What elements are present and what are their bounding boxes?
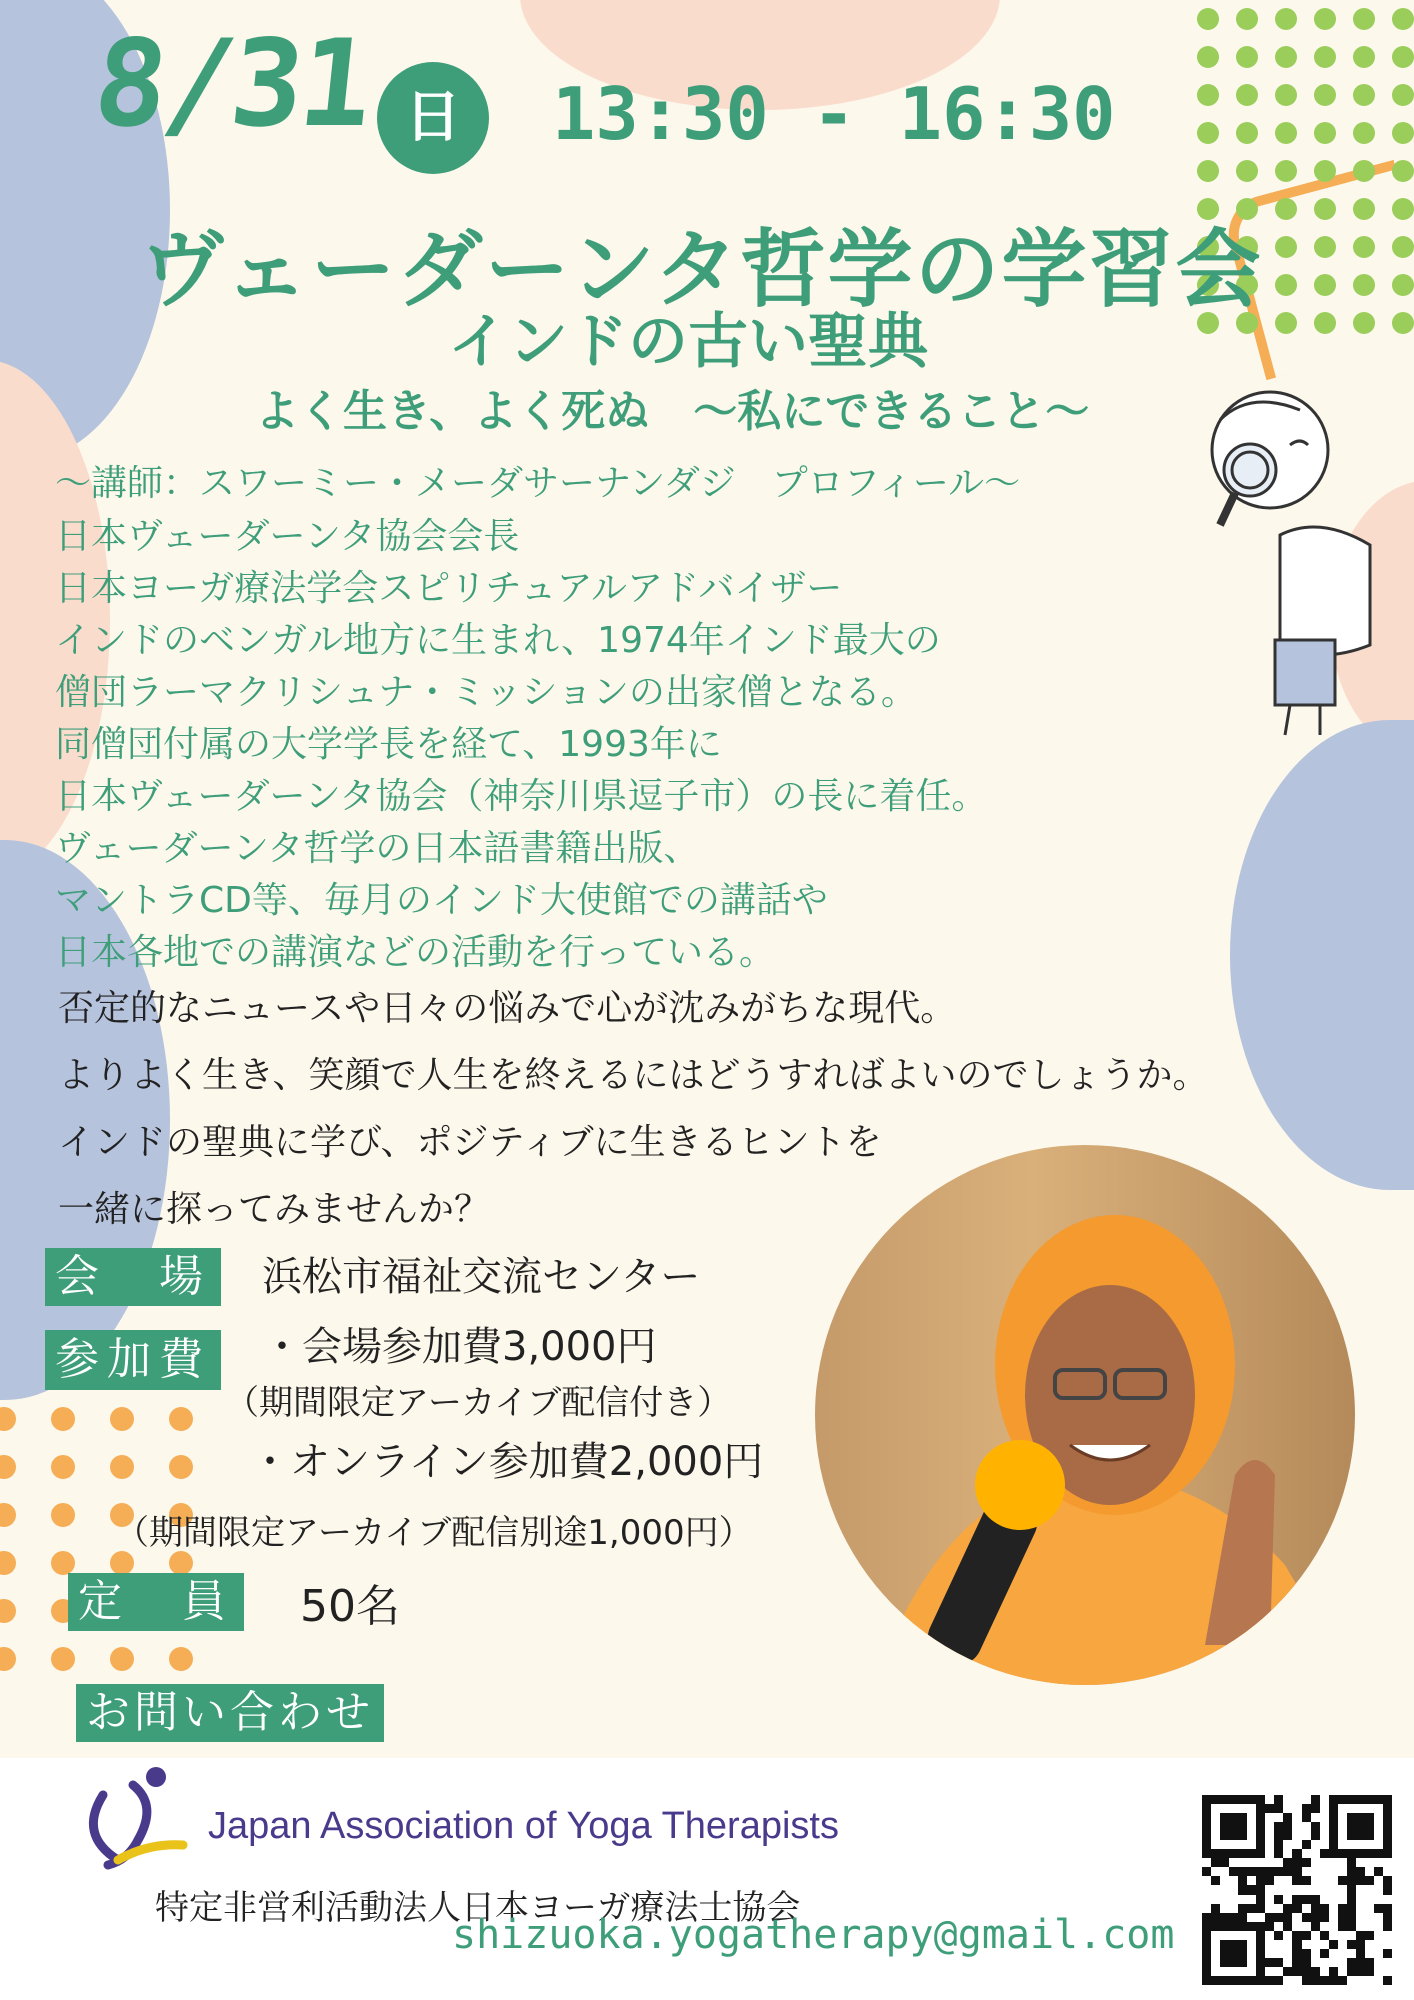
orange-dot xyxy=(110,1551,134,1575)
green-dot xyxy=(1197,84,1219,106)
orange-dot xyxy=(0,1647,16,1671)
lecturer-photo xyxy=(815,1145,1355,1685)
green-dot xyxy=(1353,312,1375,334)
intro-line-2: よりよく生き、笑顔で人生を終えるにはどうすればよいのでしょうか。 xyxy=(58,1055,1209,1096)
orange-dot xyxy=(51,1407,75,1431)
fee-label: 参加費 xyxy=(45,1330,221,1390)
green-dot xyxy=(1236,122,1258,144)
green-dot xyxy=(1353,236,1375,258)
green-dot xyxy=(1275,274,1297,296)
green-dot xyxy=(1353,274,1375,296)
fee-online-note: （期間限定アーカイブ配信別途1,000円） xyxy=(115,1513,753,1553)
green-dot xyxy=(1197,46,1219,68)
green-dot xyxy=(1275,312,1297,334)
green-dot xyxy=(1236,46,1258,68)
green-dot xyxy=(1353,8,1375,30)
bio-line-1: 日本ヴェーダーンタ協会会長 xyxy=(55,516,520,557)
orange-dot xyxy=(110,1647,134,1671)
org-name-en: Japan Association of Yoga Therapists xyxy=(208,1805,839,1847)
logo-icon xyxy=(78,1765,188,1875)
green-dot xyxy=(1314,312,1336,334)
green-dot xyxy=(1314,8,1336,30)
contact-label: お問い合わせ xyxy=(76,1684,384,1742)
orange-dot xyxy=(169,1647,193,1671)
green-dot xyxy=(1314,198,1336,220)
green-dot xyxy=(1275,46,1297,68)
lecturer-heading: ～講師：スワーミー・メーダサーナンダジ プロフィール～ xyxy=(55,463,1021,504)
orange-dot xyxy=(169,1551,193,1575)
weekday-label: 日 xyxy=(405,85,461,150)
green-dot xyxy=(1392,46,1414,68)
orange-dot xyxy=(169,1407,193,1431)
capacity-value: 50名 xyxy=(300,1581,400,1632)
green-dot xyxy=(1236,84,1258,106)
orange-dot xyxy=(110,1455,134,1479)
orange-dot xyxy=(0,1503,16,1527)
subtitle: インドの古い聖典 xyxy=(448,307,928,377)
green-dot xyxy=(1197,8,1219,30)
green-dot xyxy=(1314,122,1336,144)
green-dot xyxy=(1392,198,1414,220)
bio-line-8: マントラCD等、毎月のインド大使館での講話や xyxy=(55,880,828,921)
bio-line-4: 僧団ラーマクリシュナ・ミッションの出家僧となる。 xyxy=(55,672,917,713)
green-dot xyxy=(1392,160,1414,182)
intro-line-4: 一緒に探ってみませんか？ xyxy=(58,1189,491,1230)
green-dot xyxy=(1314,160,1336,182)
green-dot xyxy=(1197,160,1219,182)
qr-code[interactable] xyxy=(1202,1795,1392,1985)
green-dot xyxy=(1392,312,1414,334)
venue-label: 会 場 xyxy=(45,1248,221,1306)
green-dot xyxy=(1353,122,1375,144)
character-illustration xyxy=(1190,385,1390,745)
orange-dot xyxy=(0,1551,16,1575)
capacity-label: 定 員 xyxy=(68,1573,244,1631)
green-dot xyxy=(1275,160,1297,182)
fee-venue: ・会場参加費3,000円 xyxy=(262,1324,657,1370)
orange-dot xyxy=(0,1407,16,1431)
green-dot xyxy=(1236,160,1258,182)
org-name-jp: 特定非営利活動法人日本ヨーガ療法士協会 xyxy=(155,1888,801,1928)
intro-line-1: 否定的なニュースや日々の悩みで心が沈みがちな現代。 xyxy=(58,988,957,1029)
green-dot xyxy=(1314,84,1336,106)
blob-blue-right xyxy=(1230,720,1414,1190)
event-time: 13:30 - 16:30 xyxy=(552,72,1116,156)
green-dot xyxy=(1392,236,1414,258)
green-dot xyxy=(1236,8,1258,30)
intro-line-3: インドの聖典に学び、ポジティブに生きるヒントを xyxy=(58,1122,882,1163)
green-dot xyxy=(1353,84,1375,106)
green-dot xyxy=(1314,236,1336,258)
orange-dot xyxy=(51,1551,75,1575)
bio-line-6: 日本ヴェーダーンタ協会（神奈川県逗子市）の長に着任。 xyxy=(55,776,988,817)
green-dot xyxy=(1275,8,1297,30)
green-dot xyxy=(1353,46,1375,68)
bio-line-5: 同僧団付属の大学学長を経て、1993年に xyxy=(55,724,722,765)
orange-dot xyxy=(51,1647,75,1671)
green-dot xyxy=(1275,198,1297,220)
green-dot xyxy=(1392,122,1414,144)
bio-line-9: 日本各地での講演などの活動を行っている。 xyxy=(55,932,776,973)
green-dot xyxy=(1353,160,1375,182)
green-dot xyxy=(1197,122,1219,144)
bio-line-3: インドのベンガル地方に生まれ、1974年インド最大の xyxy=(55,620,941,661)
tagline: よく生き、よく死ぬ ～私にできること～ xyxy=(255,386,1090,437)
fee-venue-note: （期間限定アーカイブ配信付き） xyxy=(225,1383,732,1423)
bio-line-2: 日本ヨーガ療法学会スピリチュアルアドバイザー xyxy=(55,568,843,609)
orange-dot xyxy=(169,1455,193,1479)
fee-online: ・オンライン参加費2,000円 xyxy=(250,1439,764,1485)
orange-dot xyxy=(110,1407,134,1431)
main-title: ヴェーダーンタ哲学の学習会 xyxy=(140,221,1263,320)
venue-value: 浜松市福祉交流センター xyxy=(262,1254,701,1300)
contact-email[interactable]: shizuoka.yogatherapy@gmail.com xyxy=(452,1912,1175,1958)
bio-line-7: ヴェーダーンタ哲学の日本語書籍出版、 xyxy=(55,828,700,869)
weekday-badge xyxy=(377,62,489,174)
orange-dot xyxy=(51,1455,75,1479)
green-dot xyxy=(1275,236,1297,258)
event-date: 8/31 xyxy=(87,15,376,154)
green-dot xyxy=(1392,84,1414,106)
green-dot xyxy=(1353,198,1375,220)
orange-dot xyxy=(51,1503,75,1527)
green-dot xyxy=(1392,8,1414,30)
green-dot xyxy=(1314,46,1336,68)
green-dot xyxy=(1314,274,1336,296)
orange-dot xyxy=(0,1599,16,1623)
green-dot xyxy=(1392,274,1414,296)
green-dot xyxy=(1275,122,1297,144)
orange-dot xyxy=(0,1455,16,1479)
green-dot xyxy=(1275,84,1297,106)
